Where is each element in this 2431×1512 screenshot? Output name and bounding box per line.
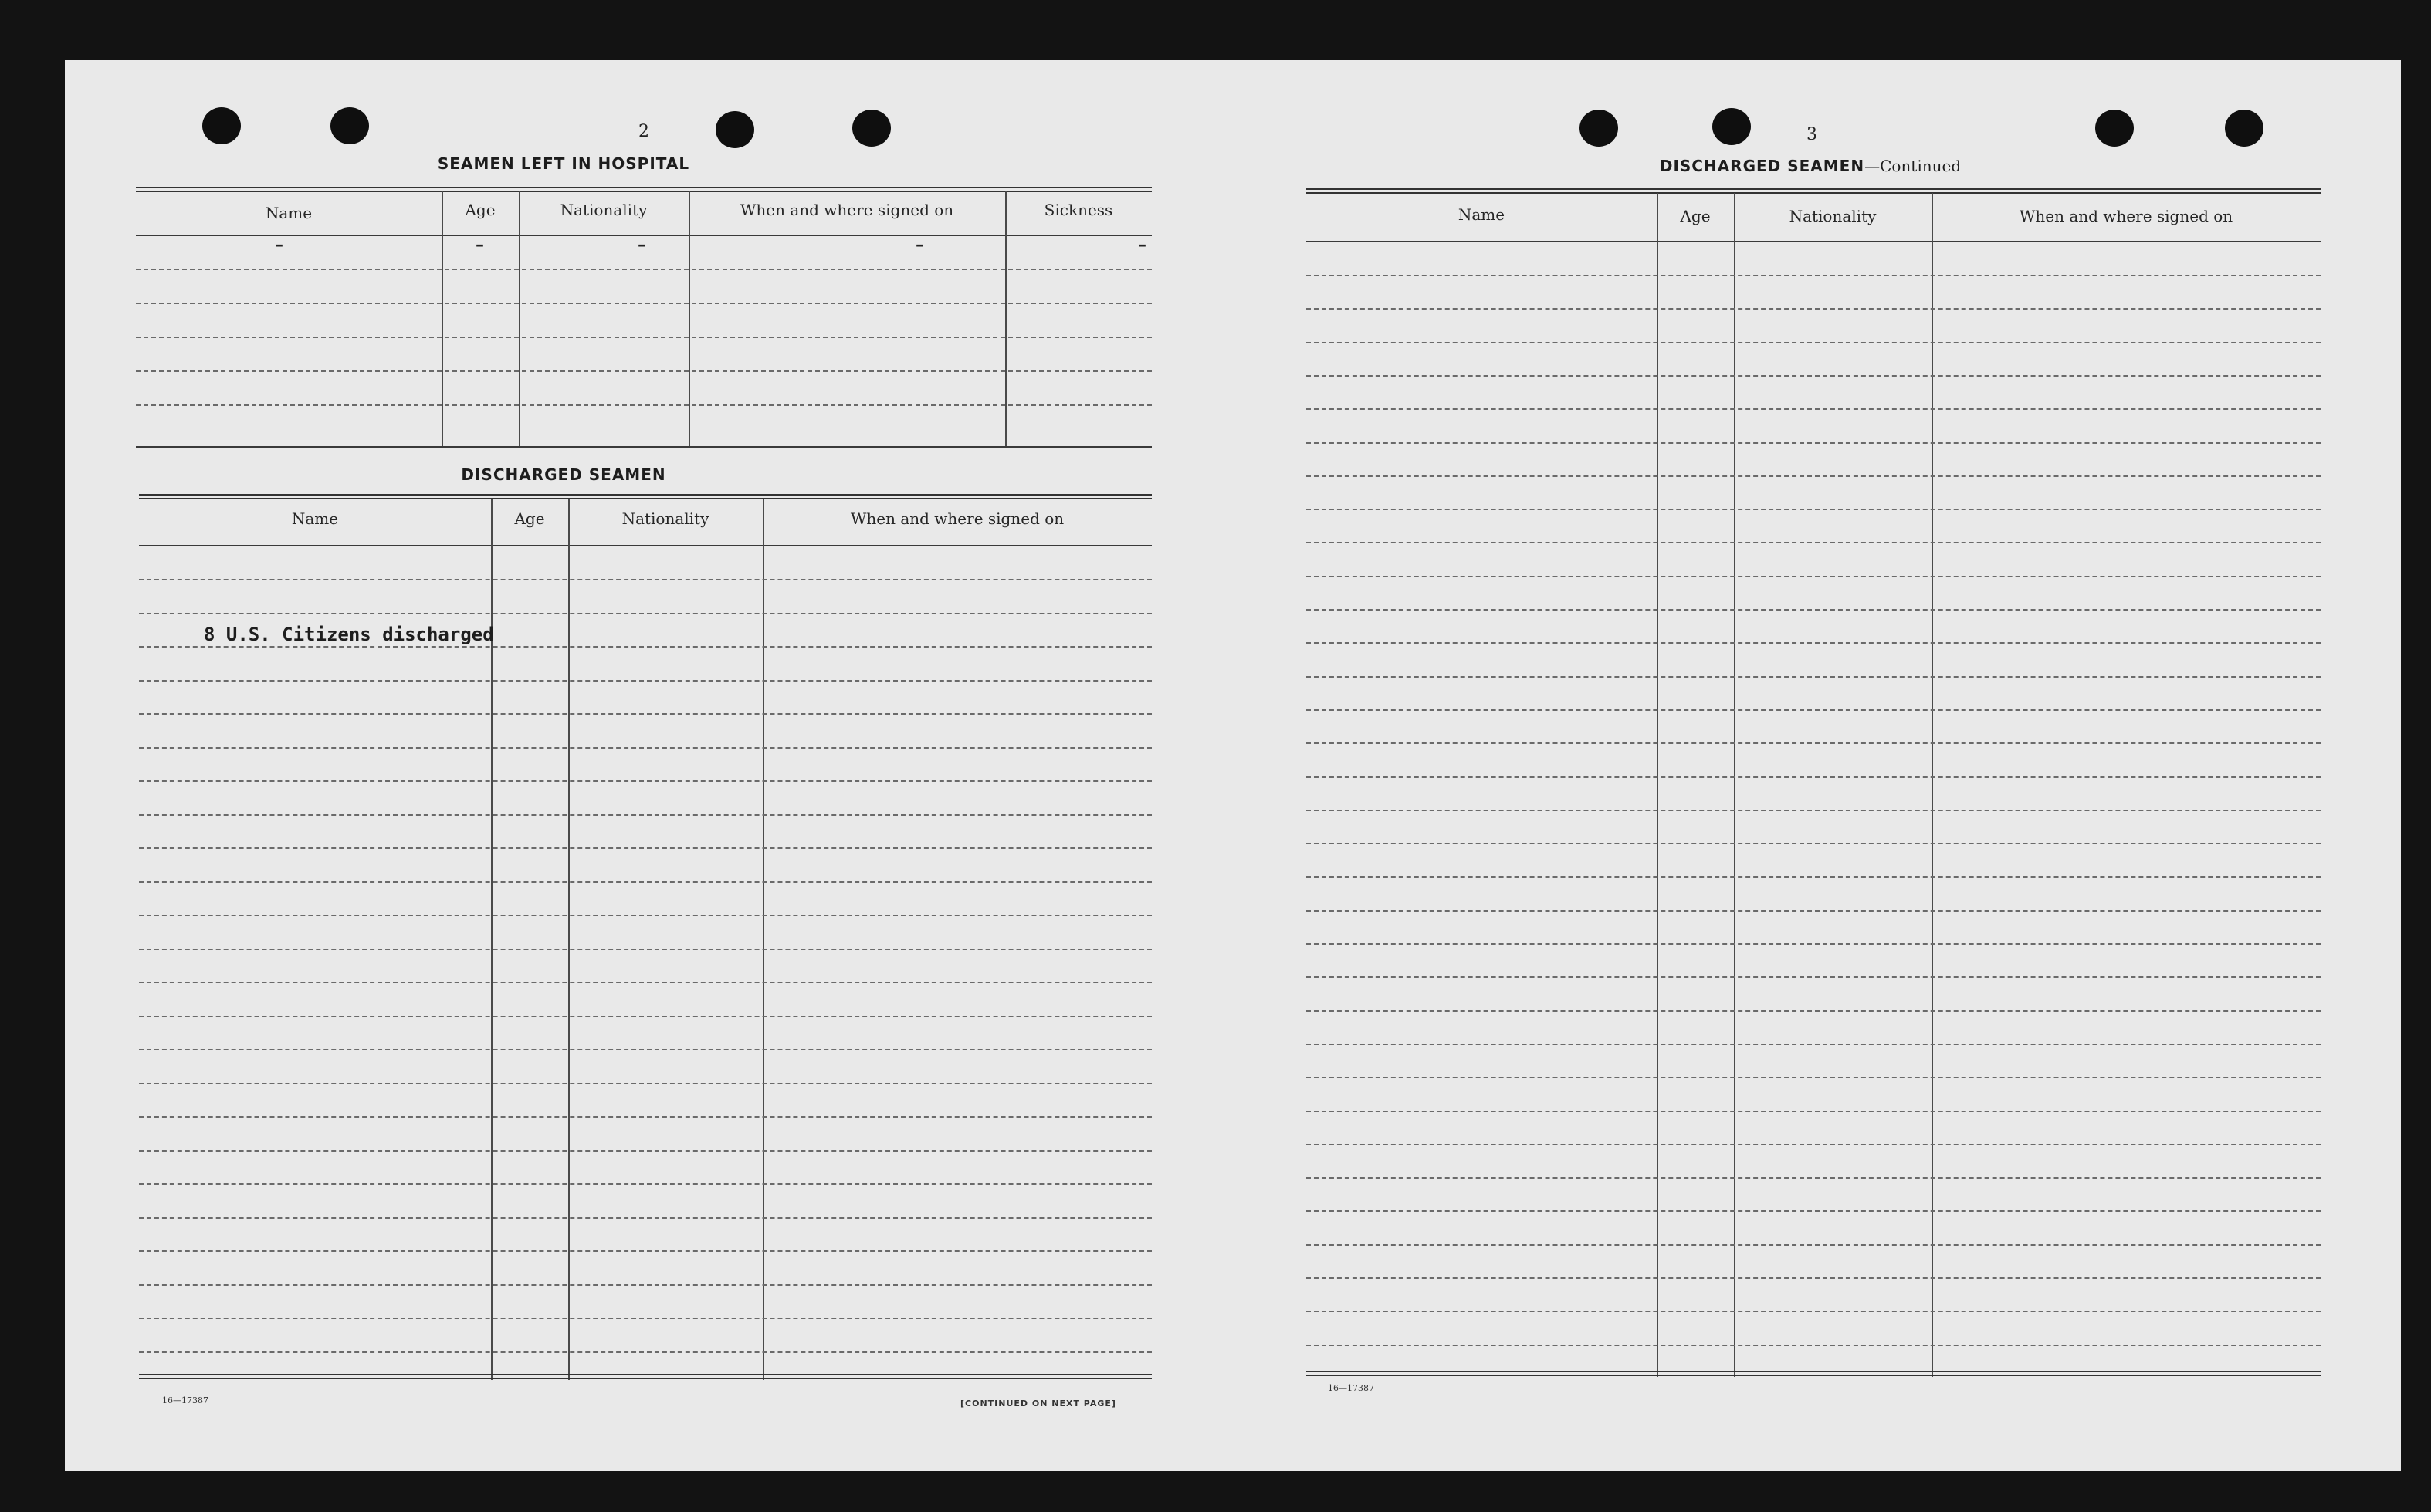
table-row [139,780,1152,782]
table-row [1306,1010,2321,1012]
table-row [1306,709,2321,711]
punch-hole [852,110,891,147]
table-row [1306,1177,2321,1179]
table-row [1306,876,2321,878]
blank-dash: – [1138,235,1146,255]
table-row [139,1217,1152,1219]
col-header-sickness: Sickness [1044,201,1113,219]
punch-hole [1712,108,1751,145]
table-row [1306,676,2321,678]
punch-hole [202,107,241,144]
table-row [139,713,1152,715]
table-row [139,982,1152,983]
col-header-name: Name [1458,205,1505,224]
table-row [139,646,1152,648]
table-row [1306,1244,2321,1246]
table-row [139,1049,1152,1050]
discharged-continued-title [1637,157,1984,175]
col-header-nationality: Nationality [1789,207,1877,225]
typed-entry: 8 U.S. Citizens discharged [204,624,494,645]
table-row [139,881,1152,883]
col-header-signed-on: When and where signed on [2019,207,2233,225]
table-row [1306,1210,2321,1212]
table-row [139,1183,1152,1185]
table-row [1306,342,2321,343]
table-row [1306,1077,2321,1078]
discharged-section-title: DISCHARGED SEAMEN [461,465,666,484]
title-main: DISCHARGED SEAMEN [1659,157,1865,175]
table-row [1306,910,2321,912]
table-row [1306,742,2321,744]
table-row [1306,475,2321,477]
table-row [139,1318,1152,1319]
table-row [139,1284,1152,1286]
table-row [1306,408,2321,410]
blank-dash: – [638,235,646,255]
table-row [1306,308,2321,310]
col-header-signed-on: When and where signed on [850,509,1065,528]
page-number-left: 2 [638,122,650,141]
form-code-left: 16—17387 [162,1395,208,1405]
punch-hole [2095,110,2134,147]
table-row [139,915,1152,916]
page-number-right: 3 [1806,125,1818,144]
hospital-section-title: SEAMEN LEFT IN HOSPITAL [437,154,690,173]
col-header-name: Name [265,204,313,222]
discharged-continued-table [1306,188,2321,1454]
table-row [139,814,1152,816]
table-row [1306,810,2321,811]
table-row [139,1150,1152,1152]
punch-hole [2225,110,2263,147]
table-row [139,1351,1152,1353]
title-suffix: —Continued [1864,157,1962,175]
continued-note: [CONTINUED ON NEXT PAGE] [960,1399,1116,1409]
table-row [1306,1345,2321,1346]
table-row [1306,1277,2321,1279]
col-header-age: Age [465,201,496,219]
col-header-age: Age [1680,207,1711,225]
punch-hole [716,111,754,148]
table-row [1306,1311,2321,1312]
discharged-table [139,494,1152,1455]
blank-dash: – [476,235,484,255]
table-row [139,1016,1152,1017]
table-row [1306,1144,2321,1145]
table-row [1306,976,2321,978]
table-row [139,847,1152,849]
hospital-table [136,187,1152,511]
table-row [1306,776,2321,778]
col-header-signed-on: When and where signed on [740,201,954,219]
table-row [1306,1044,2321,1045]
col-header-nationality: Nationality [560,201,648,219]
col-header-name: Name [291,509,339,528]
table-row [1306,509,2321,510]
table-row [1306,943,2321,945]
document-scan [65,60,2401,1471]
table-row [1306,275,2321,276]
table-row [139,949,1152,950]
table-row [1306,442,2321,444]
table-row [139,680,1152,682]
col-header-nationality: Nationality [621,509,709,528]
table-row [139,747,1152,749]
table-row [139,1083,1152,1084]
table-row [139,579,1152,580]
table-row [1306,1111,2321,1112]
blank-dash: – [916,235,924,255]
table-row [1306,609,2321,611]
table-row [139,1250,1152,1252]
table-row [1306,542,2321,543]
form-code-right: 16—17387 [1328,1383,1374,1393]
col-header-age: Age [514,509,545,528]
table-row [139,1116,1152,1118]
table-row [1306,843,2321,844]
blank-dash: – [275,235,283,255]
table-row [139,613,1152,614]
table-row [1306,576,2321,577]
punch-hole [1579,110,1618,147]
punch-hole [330,107,369,144]
table-row [1306,375,2321,377]
table-row [1306,642,2321,644]
